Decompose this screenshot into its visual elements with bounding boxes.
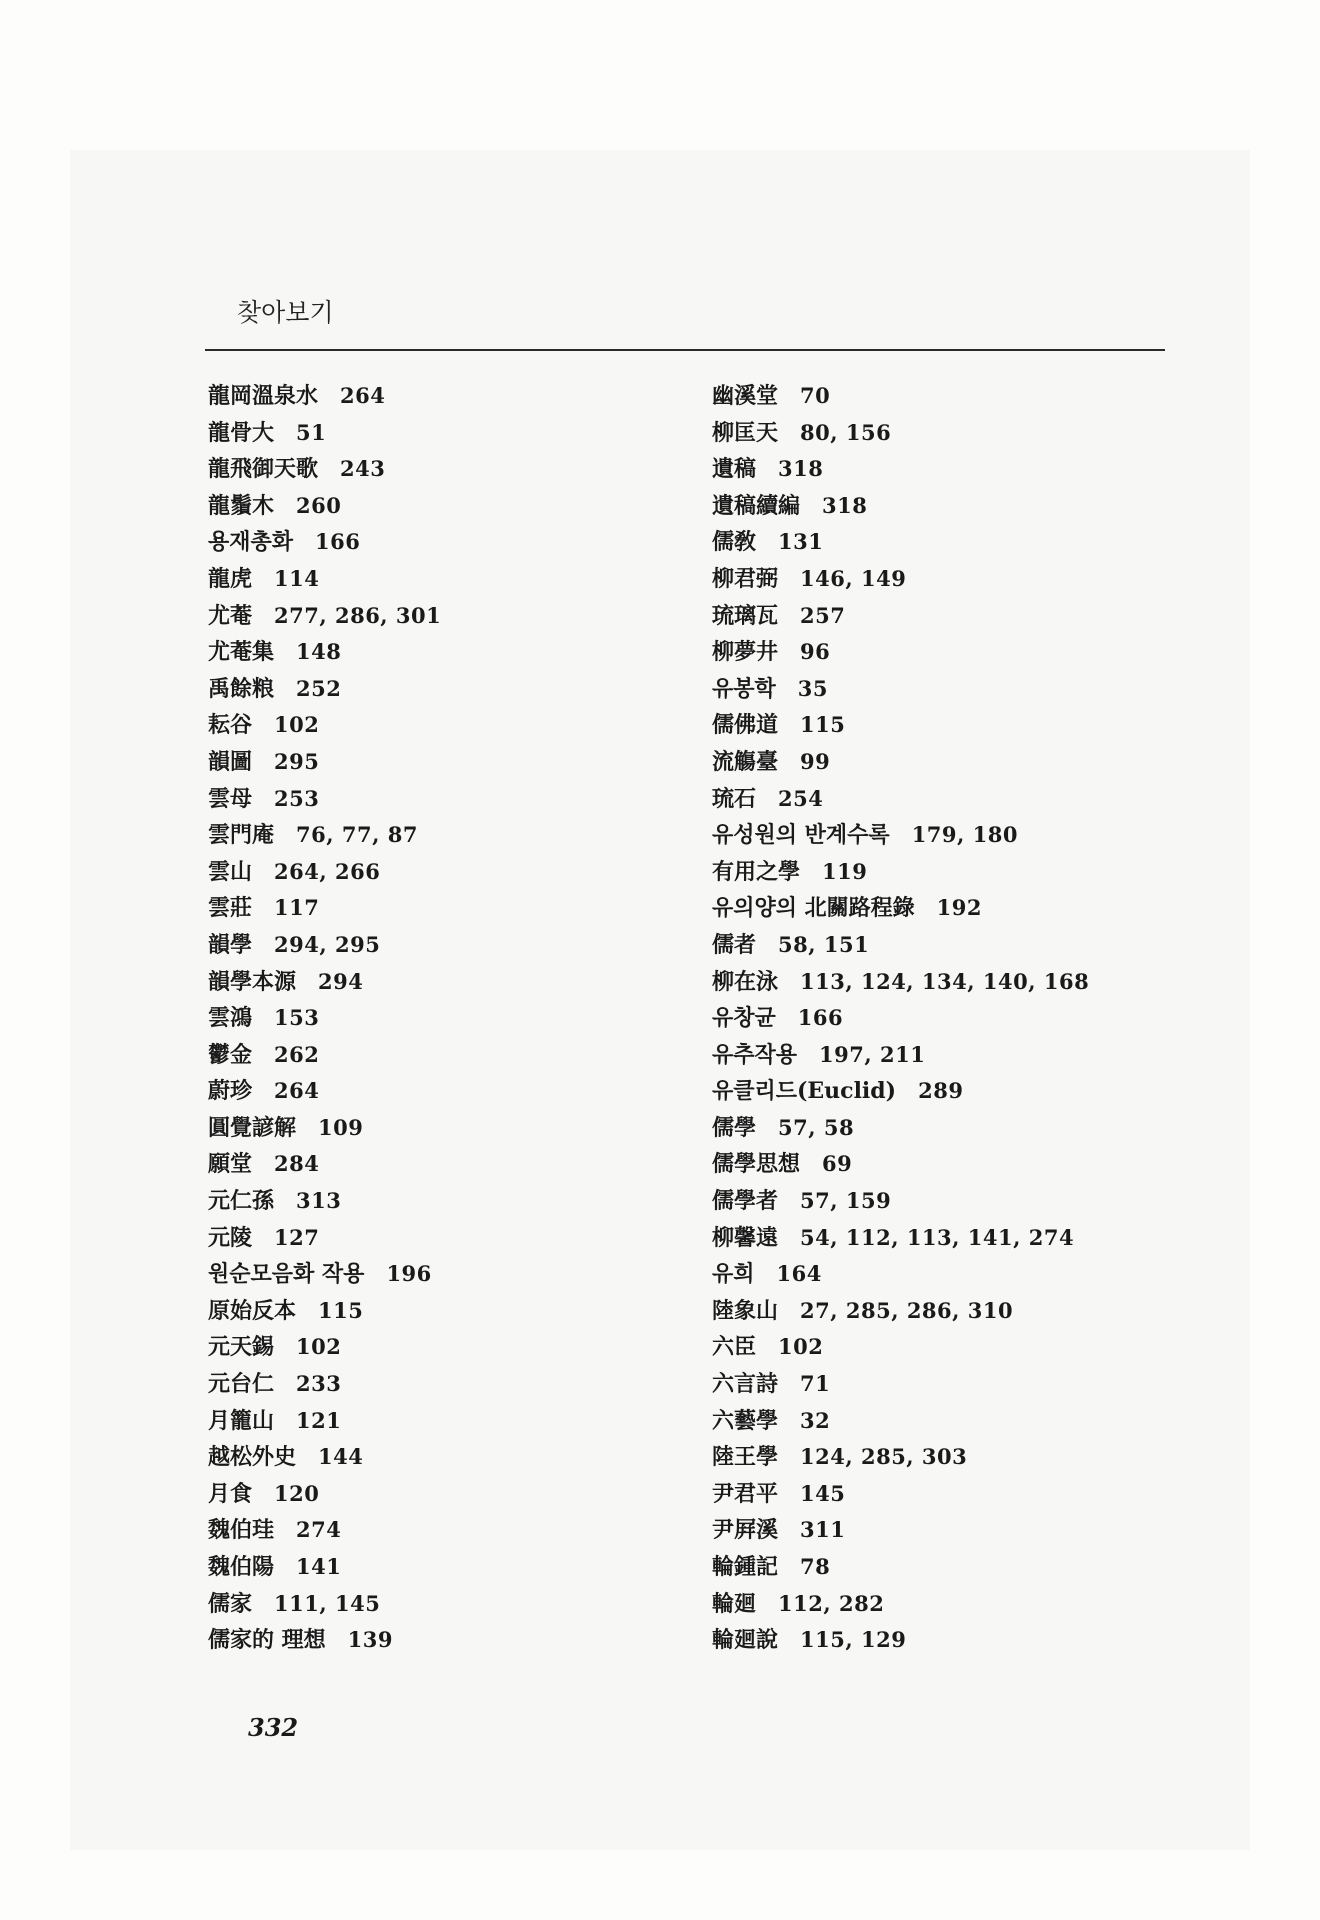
index-entry [208,1439,688,1476]
index-entry [712,561,1182,598]
index-entry [712,817,1182,854]
index-pages: 164 [776,1261,822,1287]
index-entry [712,634,1182,671]
index-entry [208,378,688,415]
index-entry [208,1293,688,1330]
index-entry [712,1476,1182,1513]
index-entry [712,1622,1182,1659]
index-term: 尤菴 [208,602,253,629]
index-term: 元台仁 [208,1371,275,1398]
index-entry [208,451,688,488]
index-pages: 124, 285, 303 [800,1444,968,1470]
index-entry [208,1110,688,1147]
index-entry [208,1622,688,1659]
index-entry [208,1403,688,1440]
index-entry [208,927,688,964]
index-pages: 145 [800,1480,846,1506]
index-entry [208,1476,688,1513]
index-entry [712,1220,1182,1257]
index-term: 龍虎 [208,565,253,592]
index-pages: 277, 286, 301 [274,602,442,628]
index-pages: 311 [800,1517,846,1543]
index-entry [712,451,1182,488]
index-entry [208,964,688,1001]
index-entry [712,1073,1182,1110]
index-term: 儒家 [208,1590,253,1617]
index-entry [208,1073,688,1110]
index-entry [208,1329,688,1366]
index-column-left [208,378,688,1659]
index-pages: 102 [778,1334,824,1360]
index-entry [208,561,688,598]
index-term: 遺稿續編 [712,492,801,519]
index-term: 琉璃瓦 [712,602,779,629]
index-term: 輪廻說 [712,1627,779,1654]
index-term: 원순모음화 작용 [208,1261,365,1288]
index-term: 유창균 [712,1005,776,1032]
index-entry [208,854,688,891]
index-term: 六臣 [712,1334,757,1361]
index-pages: 295 [274,748,320,774]
index-term: 禹餘粮 [208,675,275,702]
index-entry [712,1000,1182,1037]
index-term: 魏伯陽 [208,1554,275,1580]
index-term: 유성원의 반계수록 [712,822,890,849]
index-entry [712,1366,1182,1403]
index-entry [208,524,688,561]
index-entry [208,415,688,452]
index-entry [208,1146,688,1183]
index-entry [712,1037,1182,1074]
index-term: 雲鴻 [208,1005,253,1032]
index-pages: 78 [800,1554,831,1579]
index-pages: 289 [918,1078,964,1104]
index-pages: 127 [274,1224,320,1250]
index-term: 韻圖 [208,748,253,775]
index-pages: 99 [800,748,831,774]
index-pages: 262 [274,1041,320,1067]
index-term: 蔚珍 [208,1078,253,1105]
index-term: 儒敎 [712,529,757,556]
index-term: 願堂 [208,1151,253,1178]
index-pages: 51 [296,419,327,445]
index-pages: 114 [274,565,320,591]
index-term: 原始反本 [208,1297,297,1324]
index-pages: 144 [318,1444,364,1470]
index-pages: 111, 145 [274,1590,381,1616]
index-term: 遺稿 [712,456,757,483]
index-pages: 257 [800,602,846,628]
index-pages: 284 [274,1151,320,1177]
index-pages: 166 [797,1005,844,1031]
index-pages: 76, 77, 87 [296,822,418,848]
index-entry [712,1439,1182,1476]
index-entry [712,524,1182,561]
index-term: 元陵 [208,1224,253,1251]
index-pages: 115 [318,1297,364,1323]
index-pages: 115 [800,712,846,738]
index-entry [208,1256,688,1293]
index-pages: 57, 159 [800,1188,892,1214]
index-term: 龍鬚木 [208,492,275,519]
index-term: 元仁孫 [208,1188,275,1215]
index-pages: 260 [296,492,342,518]
index-entry [208,1220,688,1257]
index-pages: 69 [822,1151,853,1177]
index-pages: 264, 266 [274,858,381,884]
index-entry [208,1037,688,1074]
index-entry [208,598,688,635]
index-entry [712,927,1182,964]
index-term: 儒學 [712,1114,757,1141]
index-term: 陸象山 [712,1297,779,1324]
index-pages: 233 [296,1371,342,1397]
index-pages: 58, 151 [778,931,870,957]
index-pages: 32 [800,1407,831,1433]
index-entry [712,1586,1182,1623]
index-entry [208,781,688,818]
index-term: 용재총화 [208,529,294,556]
index-pages: 254 [778,785,824,811]
index-entry [712,1512,1182,1549]
index-pages: 54, 112, 113, 141, 274 [800,1224,1075,1250]
index-entry [208,1549,688,1586]
index-column-right [712,378,1182,1659]
index-term: 有用之學 [712,858,801,885]
index-pages: 102 [274,712,320,738]
index-entry [712,378,1182,415]
index-entry [712,1293,1182,1330]
index-term: 陸王學 [712,1444,779,1471]
index-term: 雲山 [208,858,253,885]
index-pages: 253 [274,785,320,811]
index-term: 幽溪堂 [712,383,779,409]
index-term: 儒佛道 [712,712,779,739]
index-entry [712,1329,1182,1366]
index-pages: 318 [778,456,824,482]
index-term: 琉石 [712,785,757,812]
index-term: 元天錫 [208,1334,275,1361]
index-term: 魏伯珪 [208,1517,275,1544]
header-rule [205,349,1165,351]
index-term: 流觴臺 [712,748,779,775]
index-entry [208,1183,688,1220]
index-term: 柳在泳 [712,968,779,995]
index-term: 鬱金 [208,1041,253,1068]
index-entry [208,1512,688,1549]
index-entry [208,671,688,708]
index-pages: 131 [778,529,824,555]
index-entry [208,744,688,781]
index-pages: 117 [274,895,320,921]
index-entry [712,488,1182,525]
index-entry [712,415,1182,452]
index-pages: 35 [797,675,828,701]
index-entry [208,1366,688,1403]
index-pages: 102 [296,1334,342,1360]
index-entry [712,1403,1182,1440]
index-term: 유의양의 北關路程錄 [712,895,915,922]
index-term: 尹屛溪 [712,1517,779,1544]
index-entry [712,781,1182,818]
index-pages: 153 [274,1005,320,1031]
index-pages: 57, 58 [778,1114,855,1140]
index-term: 유봉학 [712,675,776,702]
index-term: 尹君平 [712,1480,779,1507]
index-term: 輪鍾記 [712,1554,779,1580]
index-pages: 146, 149 [800,565,907,591]
index-entry [208,890,688,927]
index-entry [712,1146,1182,1183]
index-entry [712,744,1182,781]
index-pages: 264 [274,1078,320,1104]
index-pages: 80, 156 [800,419,892,445]
index-pages: 70 [800,383,831,408]
index-pages: 139 [347,1627,394,1653]
index-term: 儒學思想 [712,1151,801,1178]
index-pages: 264 [340,383,386,408]
index-term: 儒者 [712,931,757,958]
index-pages: 96 [800,639,831,665]
index-pages: 27, 285, 286, 310 [800,1297,1014,1323]
index-pages: 148 [296,639,342,665]
index-term: 雲莊 [208,895,253,922]
index-term: 龍飛御天歌 [208,456,319,483]
index-entry [208,488,688,525]
index-term: 雲母 [208,785,253,812]
index-pages: 71 [800,1371,831,1397]
index-term: 六言詩 [712,1371,779,1398]
index-entry [208,817,688,854]
index-term: 柳君弼 [712,565,779,592]
index-pages: 166 [315,529,361,555]
index-term: 유클리드(Euclid) [712,1078,897,1105]
index-term: 韻學 [208,931,253,958]
index-term: 輪廻 [712,1590,757,1617]
index-term: 龍岡溫泉水 [208,383,319,409]
index-pages: 113, 124, 134, 140, 168 [800,968,1090,994]
index-term: 유희 [712,1261,755,1288]
index-term: 儒學者 [712,1188,779,1215]
index-pages: 196 [386,1261,432,1287]
index-pages: 294, 295 [274,931,381,957]
index-entry [712,598,1182,635]
index-term: 月籠山 [208,1407,275,1434]
index-term: 越松外史 [208,1444,297,1471]
index-term: 柳匡天 [712,419,779,446]
index-pages: 179, 180 [911,822,1018,848]
index-entry [208,1000,688,1037]
index-term: 韻學本源 [208,968,297,995]
index-pages: 294 [318,968,364,994]
index-pages: 121 [296,1407,342,1433]
index-term: 耘谷 [208,712,253,739]
index-entry [712,890,1182,927]
index-pages: 120 [274,1480,320,1506]
page-number: 332 [248,1713,299,1742]
index-pages: 252 [296,675,342,701]
index-term: 六藝學 [712,1407,779,1434]
index-term: 尤菴集 [208,639,275,666]
index-entry [712,1110,1182,1147]
index-entry [712,854,1182,891]
index-term: 柳馨遠 [712,1224,779,1251]
index-term: 圓覺諺解 [208,1114,297,1141]
index-pages: 274 [296,1517,342,1543]
index-pages: 119 [822,858,868,884]
index-pages: 115, 129 [800,1627,907,1653]
index-term: 유추작용 [712,1041,798,1068]
index-term: 雲門庵 [208,822,275,849]
index-pages: 109 [318,1114,364,1140]
index-pages: 112, 282 [778,1590,885,1616]
index-entry [208,1586,688,1623]
index-pages: 192 [936,895,983,921]
index-entry [712,707,1182,744]
index-term: 儒家的 理想 [208,1627,326,1654]
index-pages: 313 [296,1188,342,1214]
index-entry [712,964,1182,1001]
index-term: 龍骨大 [208,419,275,446]
index-entry [208,707,688,744]
index-entry [712,1183,1182,1220]
index-entry [712,1549,1182,1586]
index-term: 柳夢井 [712,639,779,666]
index-entry [712,1256,1182,1293]
index-pages: 243 [340,456,386,482]
index-pages: 197, 211 [819,1041,926,1067]
index-entry [208,634,688,671]
index-pages: 318 [822,492,868,518]
index-pages: 141 [296,1554,342,1579]
index-entry [712,671,1182,708]
page-header-title: 찾아보기 [237,298,334,327]
index-term: 月食 [208,1480,253,1507]
